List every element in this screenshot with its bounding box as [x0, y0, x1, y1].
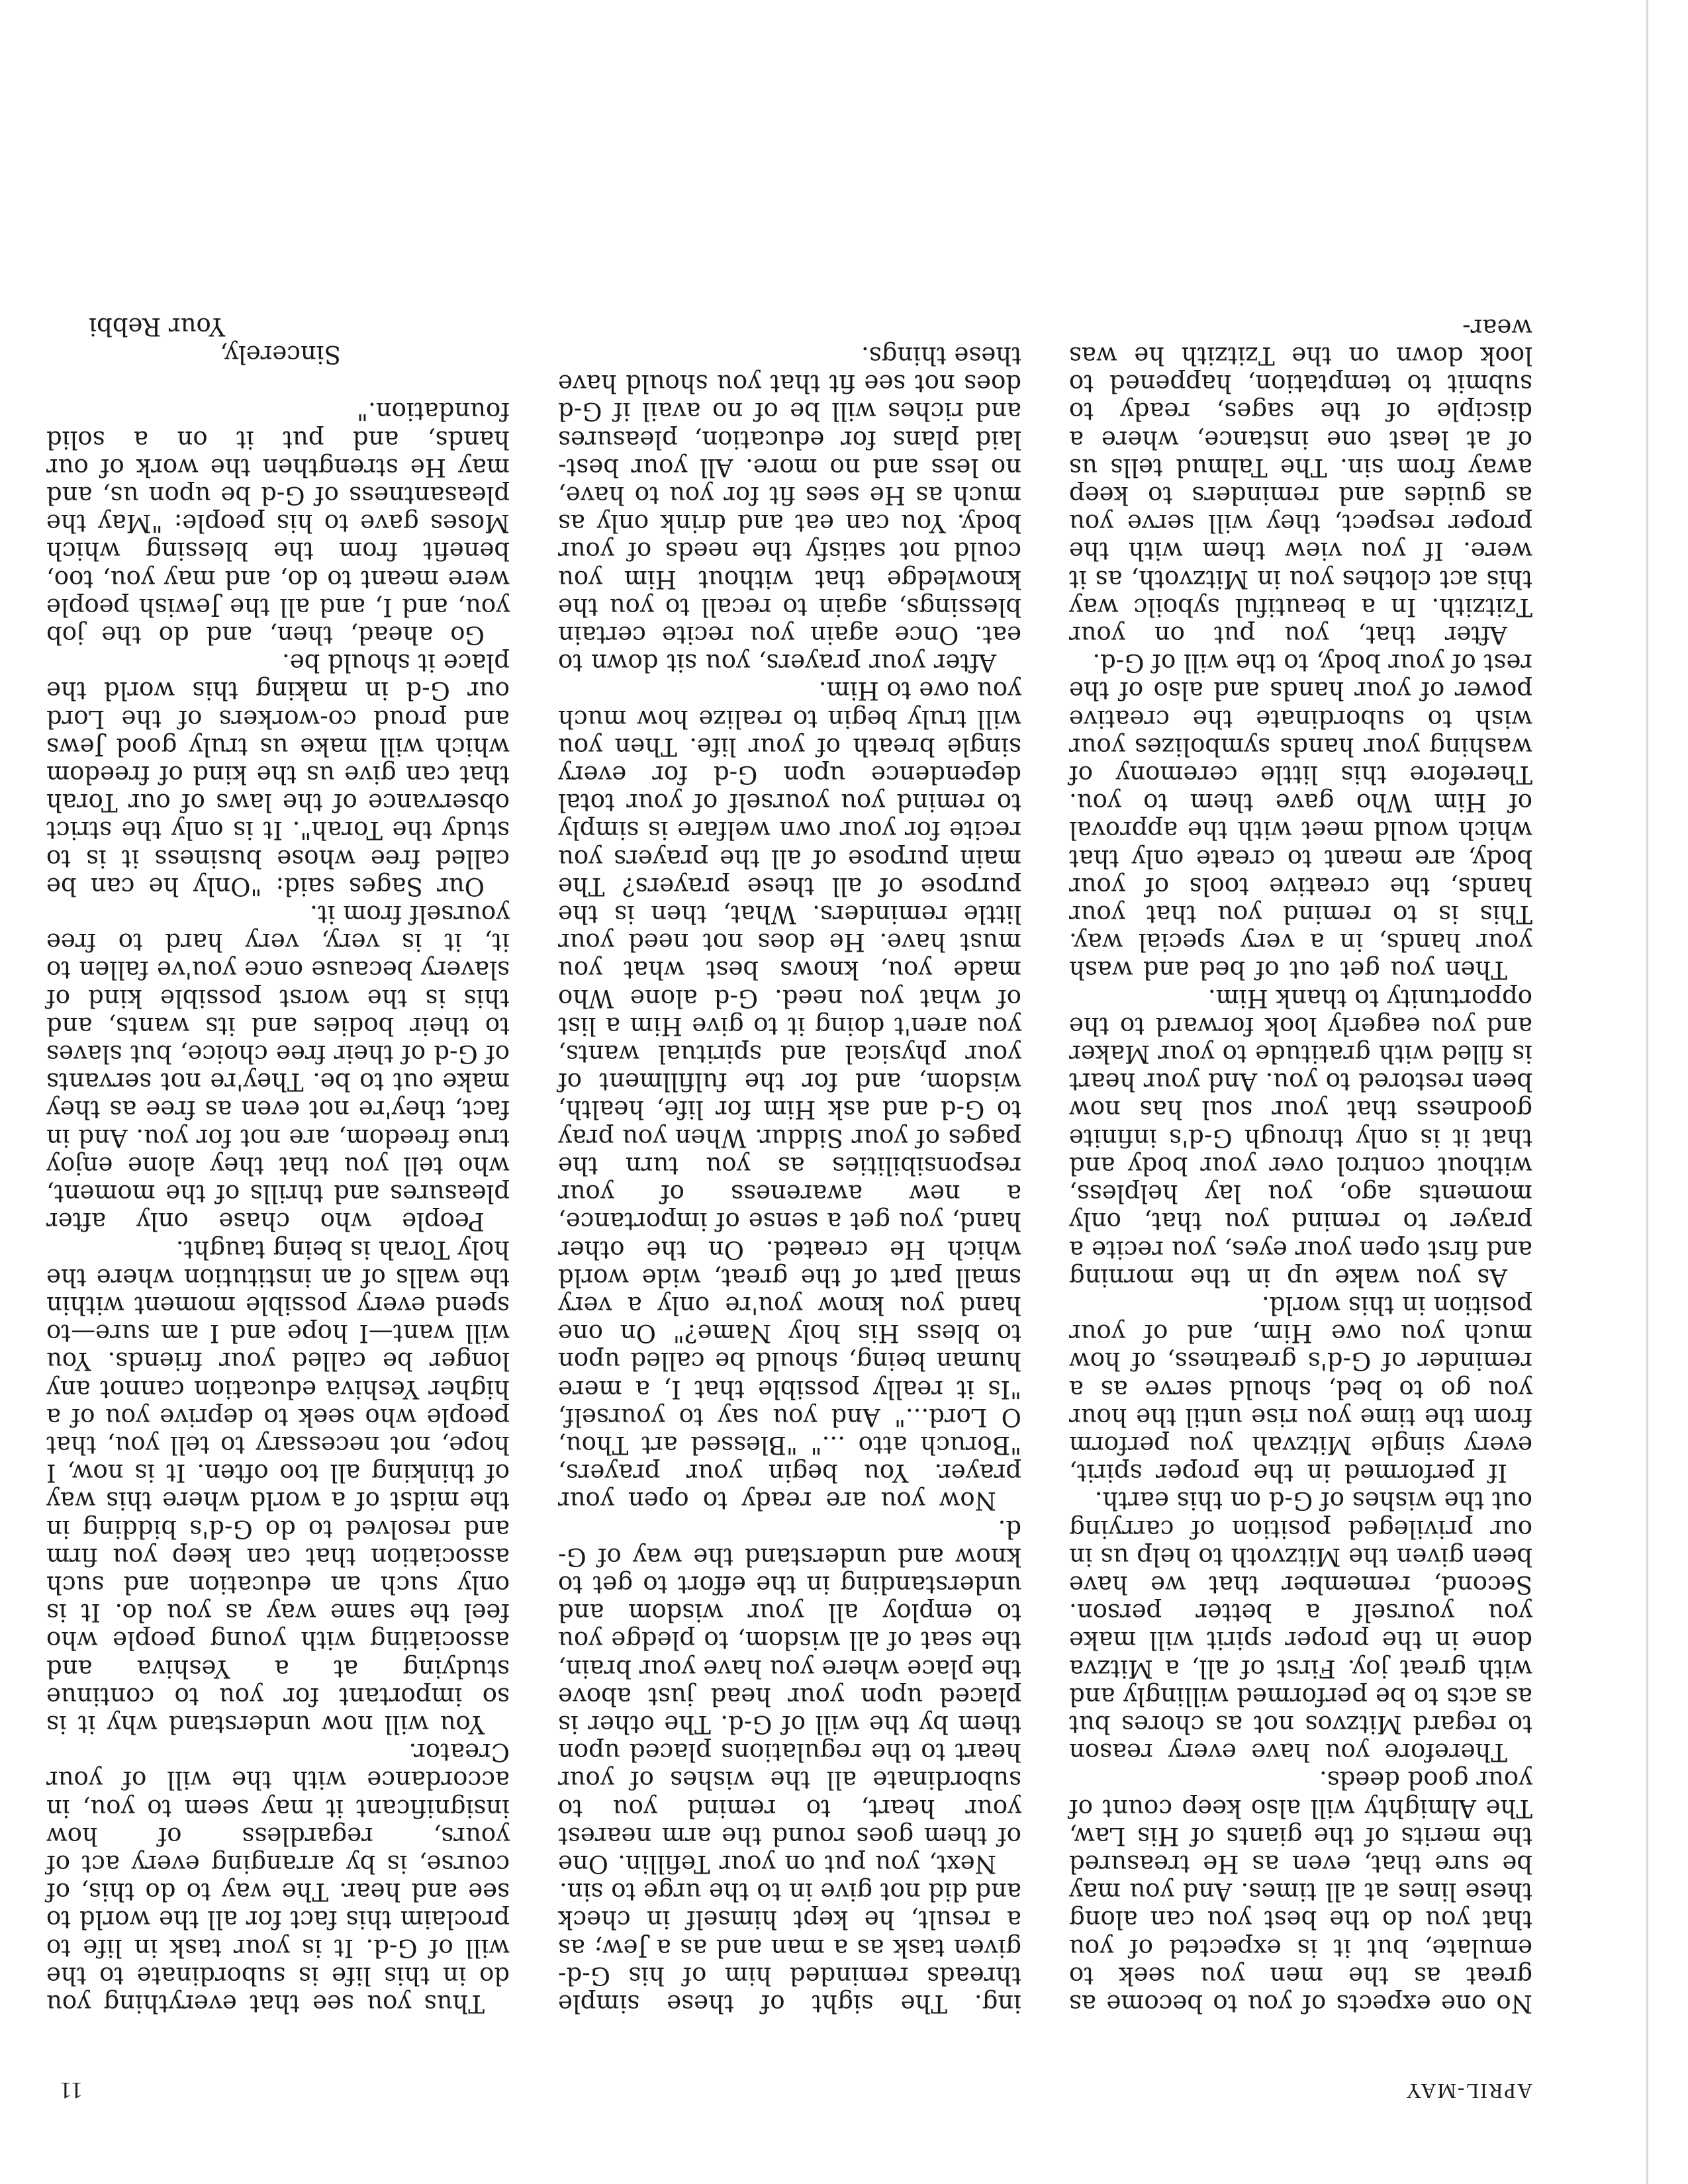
paragraph: After your prayers, you sit down to eat. Once again you recite certain blessings, again to recall to you the knowledge that without Him you could not satisfy the needs of your body. You can eat and drink only as much as He sees fit for you to have, no less and no more. All your best-laid plans for education, pleasures and riches will be of no avail if G-d does not see fit that you should have these things.: [558, 341, 1021, 678]
text-column-2: [558, 341, 1021, 2017]
paragraph: Thus you see that everything you do in this life is subordinate to the will of G-d. It is your task in life to proclaim this fact for all the world to see and hear. The way to do this, of course, is by arranging every act of yours, regardless of how insignificant it may seem to you, in accordance with the will of your Creator.: [46, 1738, 510, 2018]
closing: Sincerely,: [220, 340, 341, 369]
signoff: [46, 312, 510, 368]
paragraph: As you wake up in the morning and first open your eyes, you recite a prayer to remind you that, only moments ago, you lay helpless, without control over your body and that it is only through G-d's infinite goodness that your soul has now been restored to you. And your heart is filled with gratitude to your Maker and you eagerly look forward to the opportunity to thank Him.: [1069, 983, 1532, 1292]
paragraph: No one expects of you to become as great as the men you seek to emulate, but it is expected of you that you do the best you can along these lines at all times. And you may be sure that, even as He treasured the merits of the giants of His Law, The Almighty will also keep count of your good deeds.: [1069, 1766, 1532, 2018]
paragraph: ing. The sight of these simple threads reminded him of his G-d-given task as a man and as a Jew; as a result, he kept himself in check and did not give in to the urge to sin.: [558, 1878, 1021, 2018]
paragraph: People who chase only after pleasures and thrills of the moment, who tell you that they alone enjoy true freedom, are not for you. And in fact, they're not even as free as they make out to be. They're not servants of G-d of their free choice, but slaves to their bodies and its wants, and this is the worst possible kind of slavery because once you've fallen to it, it is very, very hard to free yourself from it.: [46, 900, 510, 1236]
page-number: 11: [60, 2077, 83, 2104]
running-head: APRIL-MAY: [1405, 2079, 1532, 2103]
paragraph: If performed in the proper spirit, every single Mitzvah you perform from the time you rise until the hour you go to bed, should serve as a reminder of G-d's greatness, of how much you owe Him, and of your position in this world.: [1069, 1291, 1532, 1488]
paragraph: Our Sages said: "Only he can be called free whose business it is to study the Torah". It is only the strict observance of the laws of our Torah that can give us the kind of freedom which will make us truly good Jews and proud co-workers of the Lord our G-d in making this world the place it should be.: [46, 649, 510, 901]
paragraph: Then you get out of bed and wash your hands, in a very special way. This is to remind you that your hands, the creative tools of your body, are meant to create only that which would meet with the approval of Him Who gave them to you. Therefore this little ceremony of washing your hands symbolizes your wish to subordinate the creative power of your hands and also of the rest of your body, to the will of G-d.: [1069, 649, 1532, 985]
text-column-1: [1069, 314, 1532, 2017]
paragraph: You will now understand why it is so important for you to continue studying at a Yeshiva and associating with young people who feel the same way as you do. It is only such an education and such association that can keep you firm and resolved to do G-d's bidding in the midst of a world where this way of thinking all too often. It is now, I hope, not necessary to tell you, that people who seek to deprive you of a higher Yeshiva education cannot any longer be called your friends. You will want—I hope and I am sure—to spend every possible moment within the walls of an institution where the holy Torah is being taught.: [46, 1235, 510, 1739]
paragraph: Next, you put on your Tefillin. One of them goes round the arm nearest your heart, to remind you to subordinate all the wishes of your heart to the regulations placed upon them by the will of G-d. The other is placed upon your head just above the place where you have your brain, the seat of all wisdom, to pledge you to employ all your wisdom and understanding in the effort to get to know and understand the way of G-d.: [558, 1514, 1021, 1878]
scan-edge-line: [1646, 0, 1648, 2184]
paragraph: After that, you put on your Tzitzith. In a beautiful syboilc way this act clothes you in Mitzvoth, as it were. If you view them with the proper respect, they will serve you as guides and reminders to keep away from sin. The Talmud tells us of at least one instance, where a disciple of the sages, ready to submit to temptation, happened to look down on the Tzitzith he was wear-: [1069, 313, 1532, 650]
signature: Your Rebbi: [89, 312, 225, 341]
paragraph: Go ahead, then, and do the job you, and I, and all the Jewish people were meant to do, and may you, too, benefit from the blessing which Moses gave to his people: "May the pleasantness of G-d be upon us, and may He strengthen the work of our hands, and put it on a solid foundation.": [46, 397, 510, 650]
paragraph: Now you are ready to open your prayer. You begin your prayers, "Boruch atto ..." "Blessed art Thou, O Lord..." And you say to yourself, "Is it really possible that I, a mere human being, should be called upon to bless His holy Name?" On one hand you know you're only a very small part of the great, wide world which He created. On the other hand, you get a sense of importance, a new awareness of your responsibilities as you turn the pages of your Siddur. When you pray to G-d and ask Him for life, health, wisdom, and for the fulfillment of your physical and spiritual wants, you aren't doing it to give Him a list of what you need. G-d alone Who made you, knows best what you must have. He does not need your little reminders. What, then is the purpose of all these prayers? The main purpose of all the prayers you recite for your own welfare is simply to remind you yourself of your total dependence upon G-d for every single breath of your life. Then you will truly begin to realize how much you owe to Him.: [558, 676, 1021, 1516]
paragraph: Therefore you have every reason to regard Mitzvos not as chores but as acts to be performed willingly and with great joy. First of all, a Mitzva done in the proper spirit will make you yourself a better person. Second, remember that we have been given the Mitzvoth to help us in our privileged position of carrying out the wishes of G-d on this earth.: [1069, 1486, 1532, 1767]
text-column-3: [46, 312, 510, 2017]
